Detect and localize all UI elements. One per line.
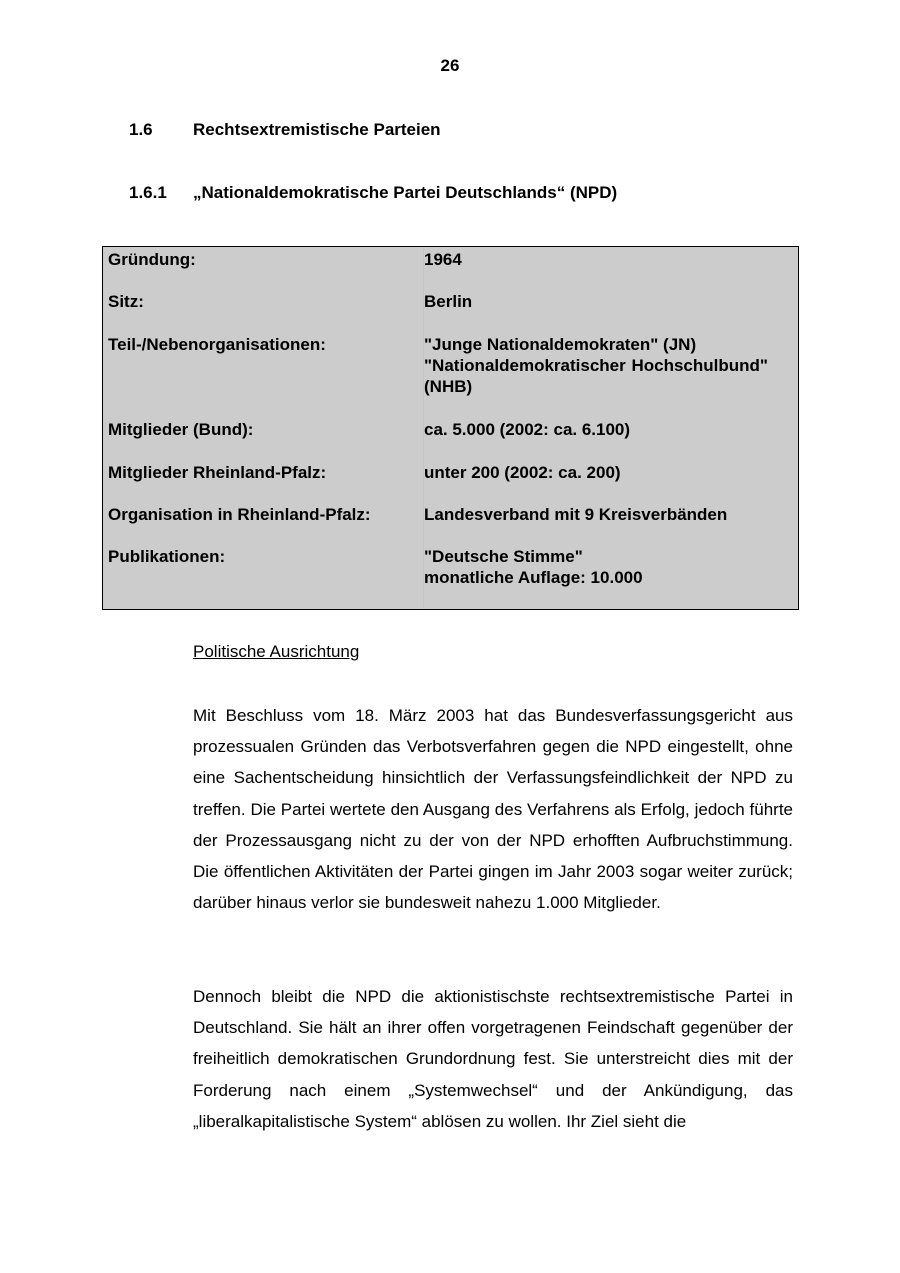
- section-heading: [129, 120, 441, 140]
- subsection-heading: [129, 183, 617, 203]
- info-label: Organisation in Rheinland-Pfalz:: [108, 505, 371, 524]
- info-value-line: Berlin: [424, 292, 473, 311]
- subsection-number: 1.6.1: [129, 183, 167, 202]
- info-value-line: (NHB): [424, 377, 473, 396]
- info-label: Publikationen:: [108, 547, 226, 566]
- info-value: [424, 546, 796, 588]
- info-value-line: 1964: [424, 250, 462, 269]
- body-paragraph: Mit Beschluss vom 18. März 2003 hat das Bundesverfassungsgericht aus prozessualen Gründen das Verbotsverfahren gegen die NPD eingestellt, ohne eine Sachentscheidung hinsichtlich der Verfassungsfeindlichkeit der NPD zu treffen. Die Partei wertete den Ausgang des Verfahrens als Erfolg, jedoch führte der Prozessausgang nicht zu der von der NPD erhofften Aufbruchstimmung. Die öffentlichen Aktivitäten der Partei gingen im Jahr 2003 sogar weiter zurück; darüber hinaus verlor sie bundesweit nahezu 1.000 Mitglieder.: [193, 706, 793, 913]
- info-value: [424, 334, 796, 397]
- info-value-line: Landesverband mit 9 Kreisverbänden: [424, 505, 728, 524]
- body-subheading: Politische Ausrichtung: [193, 642, 360, 661]
- info-value-line: ca. 5.000 (2002: ca. 6.100): [424, 420, 631, 439]
- section-title: Rechtsextremistische Parteien: [193, 120, 441, 139]
- page-number: 26: [440, 56, 460, 75]
- section-number: 1.6: [129, 120, 153, 139]
- info-label: Gründung:: [108, 250, 196, 269]
- info-value: [424, 462, 796, 483]
- info-label: Teil-/Nebenorganisationen:: [108, 335, 326, 354]
- info-value: [424, 249, 796, 270]
- info-label: Sitz:: [108, 292, 144, 311]
- info-value: [424, 419, 796, 440]
- info-value: [424, 504, 796, 525]
- info-value-line: "Nationaldemokratischer Hochschulbund": [424, 356, 768, 375]
- info-label: Mitglieder (Bund):: [108, 420, 254, 439]
- info-value: [424, 291, 796, 312]
- body-paragraph: Dennoch bleibt die NPD die aktionistischste rechtsextremistische Partei in Deutschland. Sie hält an ihrer offen vorgetragenen Feindschaft gegenüber der freiheitlich demokratischen Grundordnung fest. Sie unterstreicht dies mit der Forderung nach einem „Systemwechsel“ und der Ankündigung, das „liberalkapitalistische System“ ablösen zu wollen. Ihr Ziel sieht die: [193, 987, 793, 1131]
- info-value-line: unter 200 (2002: ca. 200): [424, 463, 621, 482]
- subsection-title: „Nationaldemokratische Partei Deutschlands“ (NPD): [193, 183, 618, 202]
- info-label: Mitglieder Rheinland-Pfalz:: [108, 463, 327, 482]
- info-value-line: "Junge Nationaldemokraten" (JN): [424, 335, 697, 354]
- info-value-line: "Deutsche Stimme": [424, 547, 583, 566]
- party-info-table: [102, 246, 799, 610]
- info-value-line: monatliche Auflage: 10.000: [424, 568, 643, 587]
